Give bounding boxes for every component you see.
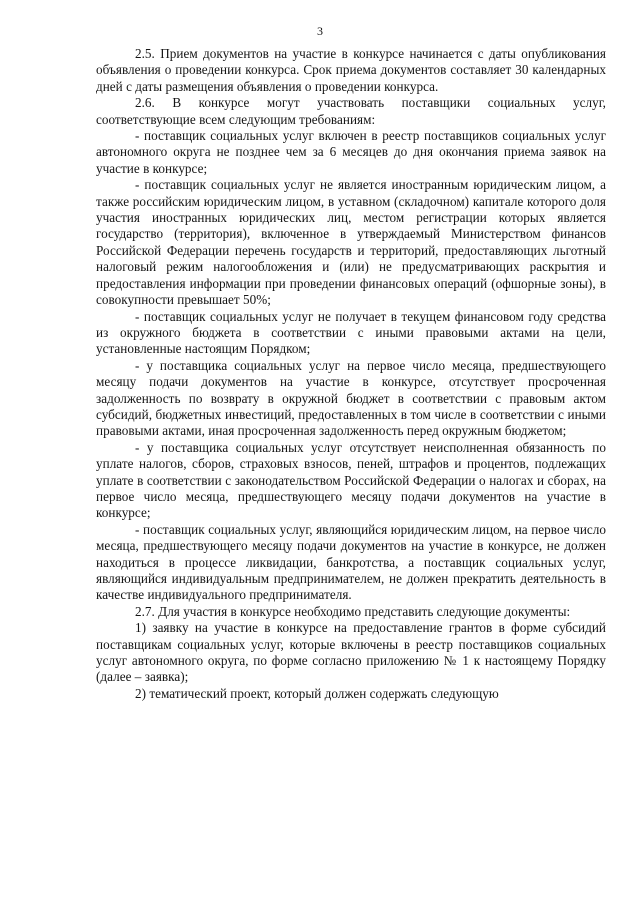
requirement-no-tax-arrears: - у поставщика социальных услуг отсутствует неисполненная обязанность по уплате налогов, сборов, страховых взносов, пеней, штрафов и процентов, подлежащих уплате в соответствии с законодательством Российской Федерации о налогах и сборах, на первое число месяца, предшествующего месяцу подачи документов на участие в конкурсе; [96,439,606,521]
requirement-no-other-funds: - поставщик социальных услуг не получает в текущем финансовом году средства из окружного бюджета в соответствии с иными правовыми актами на цели, установленные настоящим Порядком; [96,308,606,357]
document-body [96,46,606,702]
paragraph-2-5: 2.5. Прием документов на участие в конкурсе начинается с даты опубликования объявления о проведении конкурса. Срок приема документов составляет 30 календарных дней с даты размещения объявления о проведении конкурса. [96,46,606,94]
paragraph-2-6: 2.6. В конкурсе могут участвовать поставщики социальных услуг, соответствующие всем следующим требованиям: [96,95,606,127]
document-item-1: 1) заявку на участие в конкурсе на предоставление грантов в форме субсидий поставщикам социальных услуг, которые включены в реестр поставщиков социальных услуг автономного округа, по форме согласно приложению № 1 к настоящему Порядку (далее – заявка); [96,620,606,685]
page-number: 3 [317,24,323,38]
requirement-no-overdue-debt: - у поставщика социальных услуг на первое число месяца, предшествующего месяцу подачи документов на участие в конкурсе, отсутствует просроченная задолженность по возврату в окружной бюджет в соответствии с правовым актом субсидий, бюджетных инвестиций, предоставленных в том числе в соответствии с иными правовыми актами, иная просроченная задолженность перед окружным бюджетом; [96,357,606,439]
requirement-not-liquidated: - поставщик социальных услуг, являющийся юридическим лицом, на первое число месяца, предшествующего месяцу подачи документов на участие в конкурсе, не должен находиться в процессе ликвидации, банкротства, а поставщик социальных услуг, являющийся индивидуальным предпринимателем, не должен прекратить деятельность в качестве индивидуального предпринимателя. [96,521,606,603]
paragraph-2-7: 2.7. Для участия в конкурсе необходимо представить следующие документы: [135,603,571,619]
requirement-registry: - поставщик социальных услуг включен в реестр поставщиков социальных услуг автономного округа не позднее чем за 6 месяцев до дня окончания приема заявок на участие в конкурсе; [96,128,606,176]
document-item-2: 2) тематический проект, который должен содержать следующую [135,685,499,701]
requirement-not-foreign: - поставщик социальных услуг не является иностранным юридическим лицом, а также российским юридическим лицом, в уставном (складочном) капитале которого доля участия иностранных юридических лиц, местом регистрации которых является государство (территория), включенное в утверждаемый Министерством финансов Российской Федерации перечень государств и территорий, предоставляющих льготный налоговый режим налогообложения и (или) не предусматривающих раскрытия и предоставления информации при проведении финансовых операций (офшорные зоны), в совокупности превышает 50%; [96,177,606,308]
